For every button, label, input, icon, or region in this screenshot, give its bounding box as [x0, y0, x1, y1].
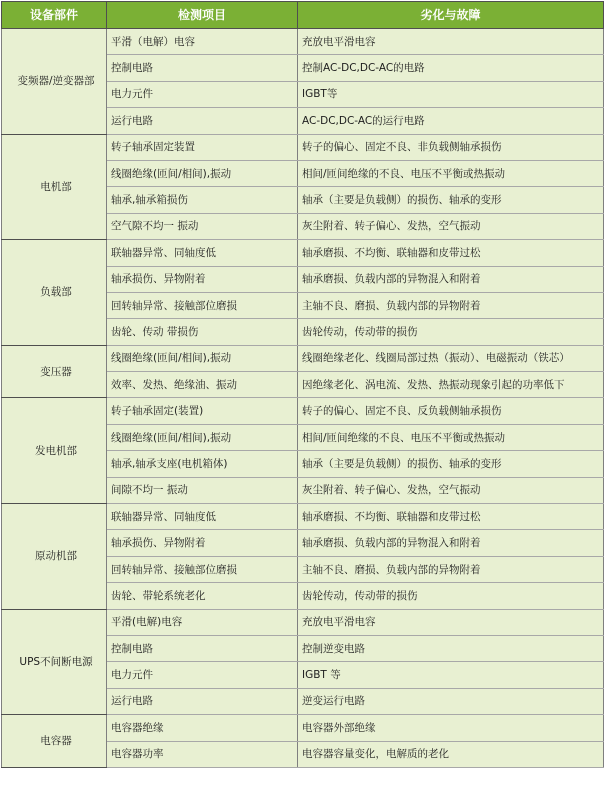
part-cell: 原动机部: [2, 504, 107, 610]
item-cell: 效率、发热、绝缘油、振动: [107, 372, 298, 398]
fault-cell: 主轴不良、磨损、负载内部的异物附着: [298, 292, 604, 318]
item-cell: 间隙不均一 振动: [107, 477, 298, 503]
item-cell: 联轴器异常、同轴度低: [107, 504, 298, 530]
item-cell: 轴承损伤、异物附着: [107, 530, 298, 556]
header-item: 检测项目: [107, 2, 298, 29]
item-cell: 线圈绝缘(匝间/相间),振动: [107, 160, 298, 186]
fault-cell: 齿轮传动，传动带的损伤: [298, 583, 604, 609]
header-fault: 劣化与故障: [298, 2, 604, 29]
fault-cell: AC-DC,DC-AC的运行电路: [298, 108, 604, 134]
item-cell: 回转轴异常、接触部位磨损: [107, 556, 298, 582]
fault-cell: 轴承（主要是负载侧）的损伤、轴承的变形: [298, 451, 604, 477]
fault-cell: 转子的偏心、固定不良、反负载侧轴承损伤: [298, 398, 604, 424]
item-cell: 齿轮、带轮系统老化: [107, 583, 298, 609]
fault-cell: 轴承磨损、不均衡、联轴器和皮带过松: [298, 240, 604, 266]
item-cell: 轴承损伤、异物附着: [107, 266, 298, 292]
fault-cell: 主轴不良、磨损、负载内部的异物附着: [298, 556, 604, 582]
fault-cell: 线圈绝缘老化、线圈局部过热（振动）、电磁振动（铁芯）: [298, 345, 604, 371]
fault-cell: 因绝缘老化、涡电流、发热、热振动现象引起的功率低下: [298, 372, 604, 398]
item-cell: 电容器绝缘: [107, 715, 298, 741]
item-cell: 轴承,轴承箱损伤: [107, 187, 298, 213]
fault-cell: 灰尘附着、转子偏心、发热，空气振动: [298, 213, 604, 239]
item-cell: 线圈绝缘(匝间/相间),振动: [107, 424, 298, 450]
part-cell: 负载部: [2, 240, 107, 346]
inspection-table: [1, 1, 604, 768]
fault-cell: 转子的偏心、固定不良、非负载侧轴承损伤: [298, 134, 604, 160]
fault-cell: 充放电平滑电容: [298, 29, 604, 55]
item-cell: 齿轮、传动 带损伤: [107, 319, 298, 345]
fault-cell: 电容器外部绝缘: [298, 715, 604, 741]
fault-cell: 相间/匝间绝缘的不良、电压不平衡或热振动: [298, 160, 604, 186]
fault-cell: 相间/匝间绝缘的不良、电压不平衡或热振动: [298, 424, 604, 450]
header-row: [2, 2, 604, 29]
table-row: [2, 29, 604, 55]
part-cell: 变频器/逆变器部: [2, 29, 107, 135]
item-cell: 电力元件: [107, 662, 298, 688]
part-cell: 电机部: [2, 134, 107, 240]
fault-cell: 控制AC-DC,DC-AC的电路: [298, 55, 604, 81]
fault-cell: IGBT 等: [298, 662, 604, 688]
item-cell: 联轴器异常、同轴度低: [107, 240, 298, 266]
part-cell: UPS不间断电源: [2, 609, 107, 715]
fault-cell: 电容器容量变化，电解质的老化: [298, 741, 604, 767]
table-row: [2, 345, 604, 371]
fault-cell: 齿轮传动，传动带的损伤: [298, 319, 604, 345]
item-cell: 运行电路: [107, 688, 298, 714]
item-cell: 转子轴承固定(装置): [107, 398, 298, 424]
table-row: [2, 715, 604, 741]
item-cell: 空气隙不均一 振动: [107, 213, 298, 239]
table-row: [2, 398, 604, 424]
table-row: [2, 504, 604, 530]
table-row: [2, 240, 604, 266]
item-cell: 回转轴异常、接触部位磨损: [107, 292, 298, 318]
fault-cell: 轴承磨损、负载内部的异物混入和附着: [298, 530, 604, 556]
part-cell: 电容器: [2, 715, 107, 768]
item-cell: 运行电路: [107, 108, 298, 134]
item-cell: 电力元件: [107, 81, 298, 107]
item-cell: 转子轴承固定装置: [107, 134, 298, 160]
fault-cell: 控制逆变电路: [298, 635, 604, 661]
table-row: [2, 609, 604, 635]
table-row: [2, 134, 604, 160]
item-cell: 控制电路: [107, 635, 298, 661]
fault-cell: 轴承磨损、不均衡、联轴器和皮带过松: [298, 504, 604, 530]
item-cell: 控制电路: [107, 55, 298, 81]
fault-cell: 逆变运行电路: [298, 688, 604, 714]
item-cell: 电容器功率: [107, 741, 298, 767]
part-cell: 变压器: [2, 345, 107, 398]
fault-cell: IGBT等: [298, 81, 604, 107]
fault-cell: 灰尘附着、转子偏心、发热，空气振动: [298, 477, 604, 503]
item-cell: 平滑(电解)电容: [107, 609, 298, 635]
item-cell: 平滑（电解）电容: [107, 29, 298, 55]
fault-cell: 轴承（主要是负载侧）的损伤、轴承的变形: [298, 187, 604, 213]
item-cell: 轴承,轴承支座(电机箱体): [107, 451, 298, 477]
fault-cell: 轴承磨损、负载内部的异物混入和附着: [298, 266, 604, 292]
fault-cell: 充放电平滑电容: [298, 609, 604, 635]
part-cell: 发电机部: [2, 398, 107, 504]
item-cell: 线圈绝缘(匝间/相间),振动: [107, 345, 298, 371]
header-part: 设备部件: [2, 2, 107, 29]
